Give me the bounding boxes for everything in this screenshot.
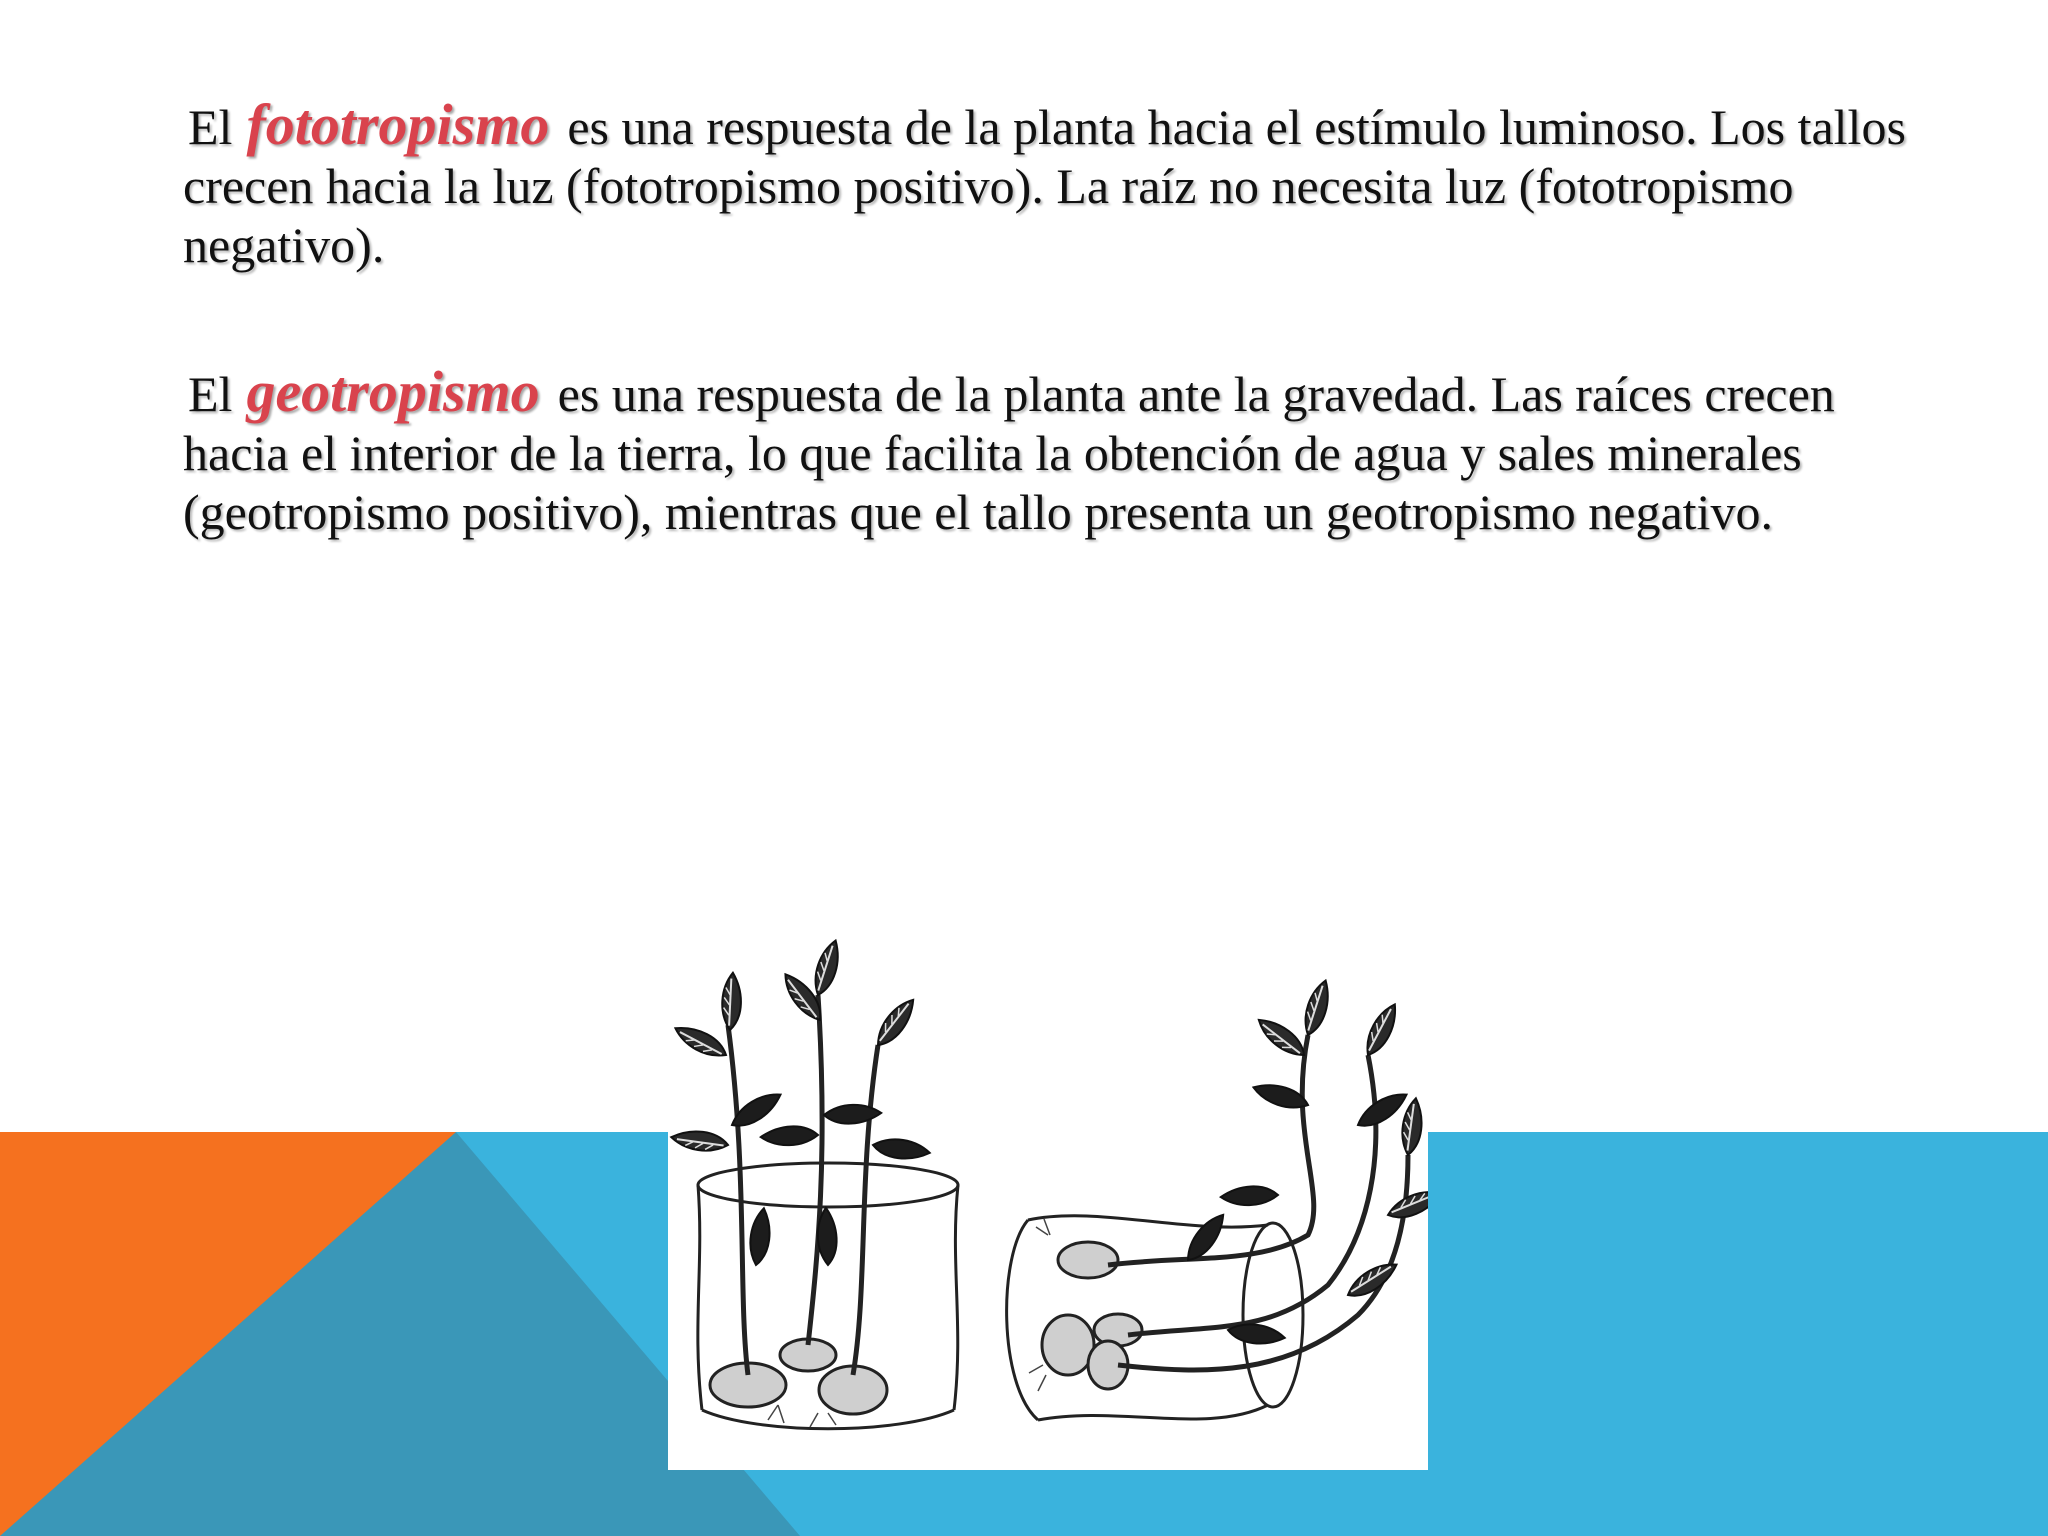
paragraph-phototropism — [183, 92, 1923, 275]
paragraph-body: es una respuesta de la planta hacia el estímulo luminoso. Los tallos crecen hacia la luz (fototropismo positivo). La raíz no necesita luz (fototropismo negativo). — [183, 99, 1906, 273]
plants-in-glass-jars-illustration — [668, 935, 1428, 1470]
term-geotropism: geotropismo — [246, 359, 540, 424]
paragraph-lead: El — [188, 366, 233, 422]
plants-illustration-icon — [668, 935, 1428, 1470]
paragraph-body: es una respuesta de la planta ante la gravedad. Las raíces crecen hacia el interior de la tierra, lo que facilita la obtención de agua y sales minerales (geotropismo positivo), mientras que el tallo presenta un geotropismo negativo. — [183, 366, 1835, 540]
paragraph-lead: El — [188, 99, 233, 155]
term-phototropism: fototropismo — [246, 92, 550, 157]
paragraph-geotropism — [183, 359, 1923, 542]
